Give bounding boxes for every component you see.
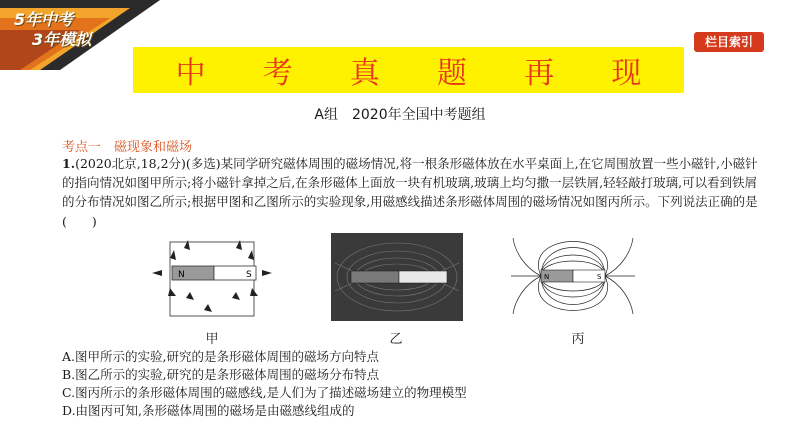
group-title: A组 2020年全国中考题组 <box>314 107 486 123</box>
banner-char: 现 <box>611 56 642 91</box>
bing-n-label: N <box>544 273 550 281</box>
magnet-n-label: N <box>178 270 185 280</box>
logo <box>14 10 94 54</box>
question-text <box>62 154 771 231</box>
banner-char: 再 <box>524 56 555 91</box>
banner-char: 考 <box>262 56 293 91</box>
figure-yi <box>331 233 463 321</box>
column-index-button[interactable]: 栏目索引 <box>694 32 764 52</box>
figure-yi-label: 乙 <box>389 332 403 347</box>
option-b[interactable]: B.图乙所示的实验,研究的是条形磁体周围的磁场分布特点 <box>62 367 380 382</box>
figure-jia-label: 甲 <box>205 332 219 347</box>
logo-line-1: 5年中考 <box>14 10 74 29</box>
topic-heading: 考点一 磁现象和磁场 <box>62 140 193 155</box>
banner-char: 题 <box>437 56 468 91</box>
title-banner <box>133 47 684 93</box>
question-number: 1. <box>62 156 76 171</box>
question-body: (2020北京,18,2分)(多选)某同学研究磁体周围的磁场情况,将一根条形磁体放在水平桌面上,在它周围放置一些小磁针,小磁针的指向情况如图甲所示;将小磁针拿掉之后,在条形磁体上面放一块有机玻璃,玻璃上均匀撒一层铁屑,轻轻敲打玻璃,可以看到铁屑的分布情况如图乙所示;根据甲图和乙图所示的实验现象,用磁感线描述条形磁体周围的磁场情况如图丙所示。下列说法正确的是 ( ) <box>62 156 771 229</box>
magnet-s-label: S <box>246 270 252 280</box>
option-c[interactable]: C.图丙所示的条形磁体周围的磁感线,是人们为了描述磁场建立的物理模型 <box>62 385 467 400</box>
figure-bing <box>511 228 635 324</box>
banner-char: 真 <box>349 56 380 91</box>
bing-s-label: S <box>597 273 602 281</box>
figure-bing-label: 丙 <box>571 332 585 347</box>
answer-options <box>62 348 467 420</box>
banner-char: 中 <box>175 56 206 91</box>
option-d[interactable]: D.由图丙可知,条形磁体周围的磁场是由磁感线组成的 <box>62 403 355 418</box>
figure-jia <box>148 238 276 320</box>
logo-line-2: 3年模拟 <box>32 30 92 49</box>
option-a[interactable]: A.图甲所示的实验,研究的是条形磁体周围的磁场方向特点 <box>62 349 379 364</box>
